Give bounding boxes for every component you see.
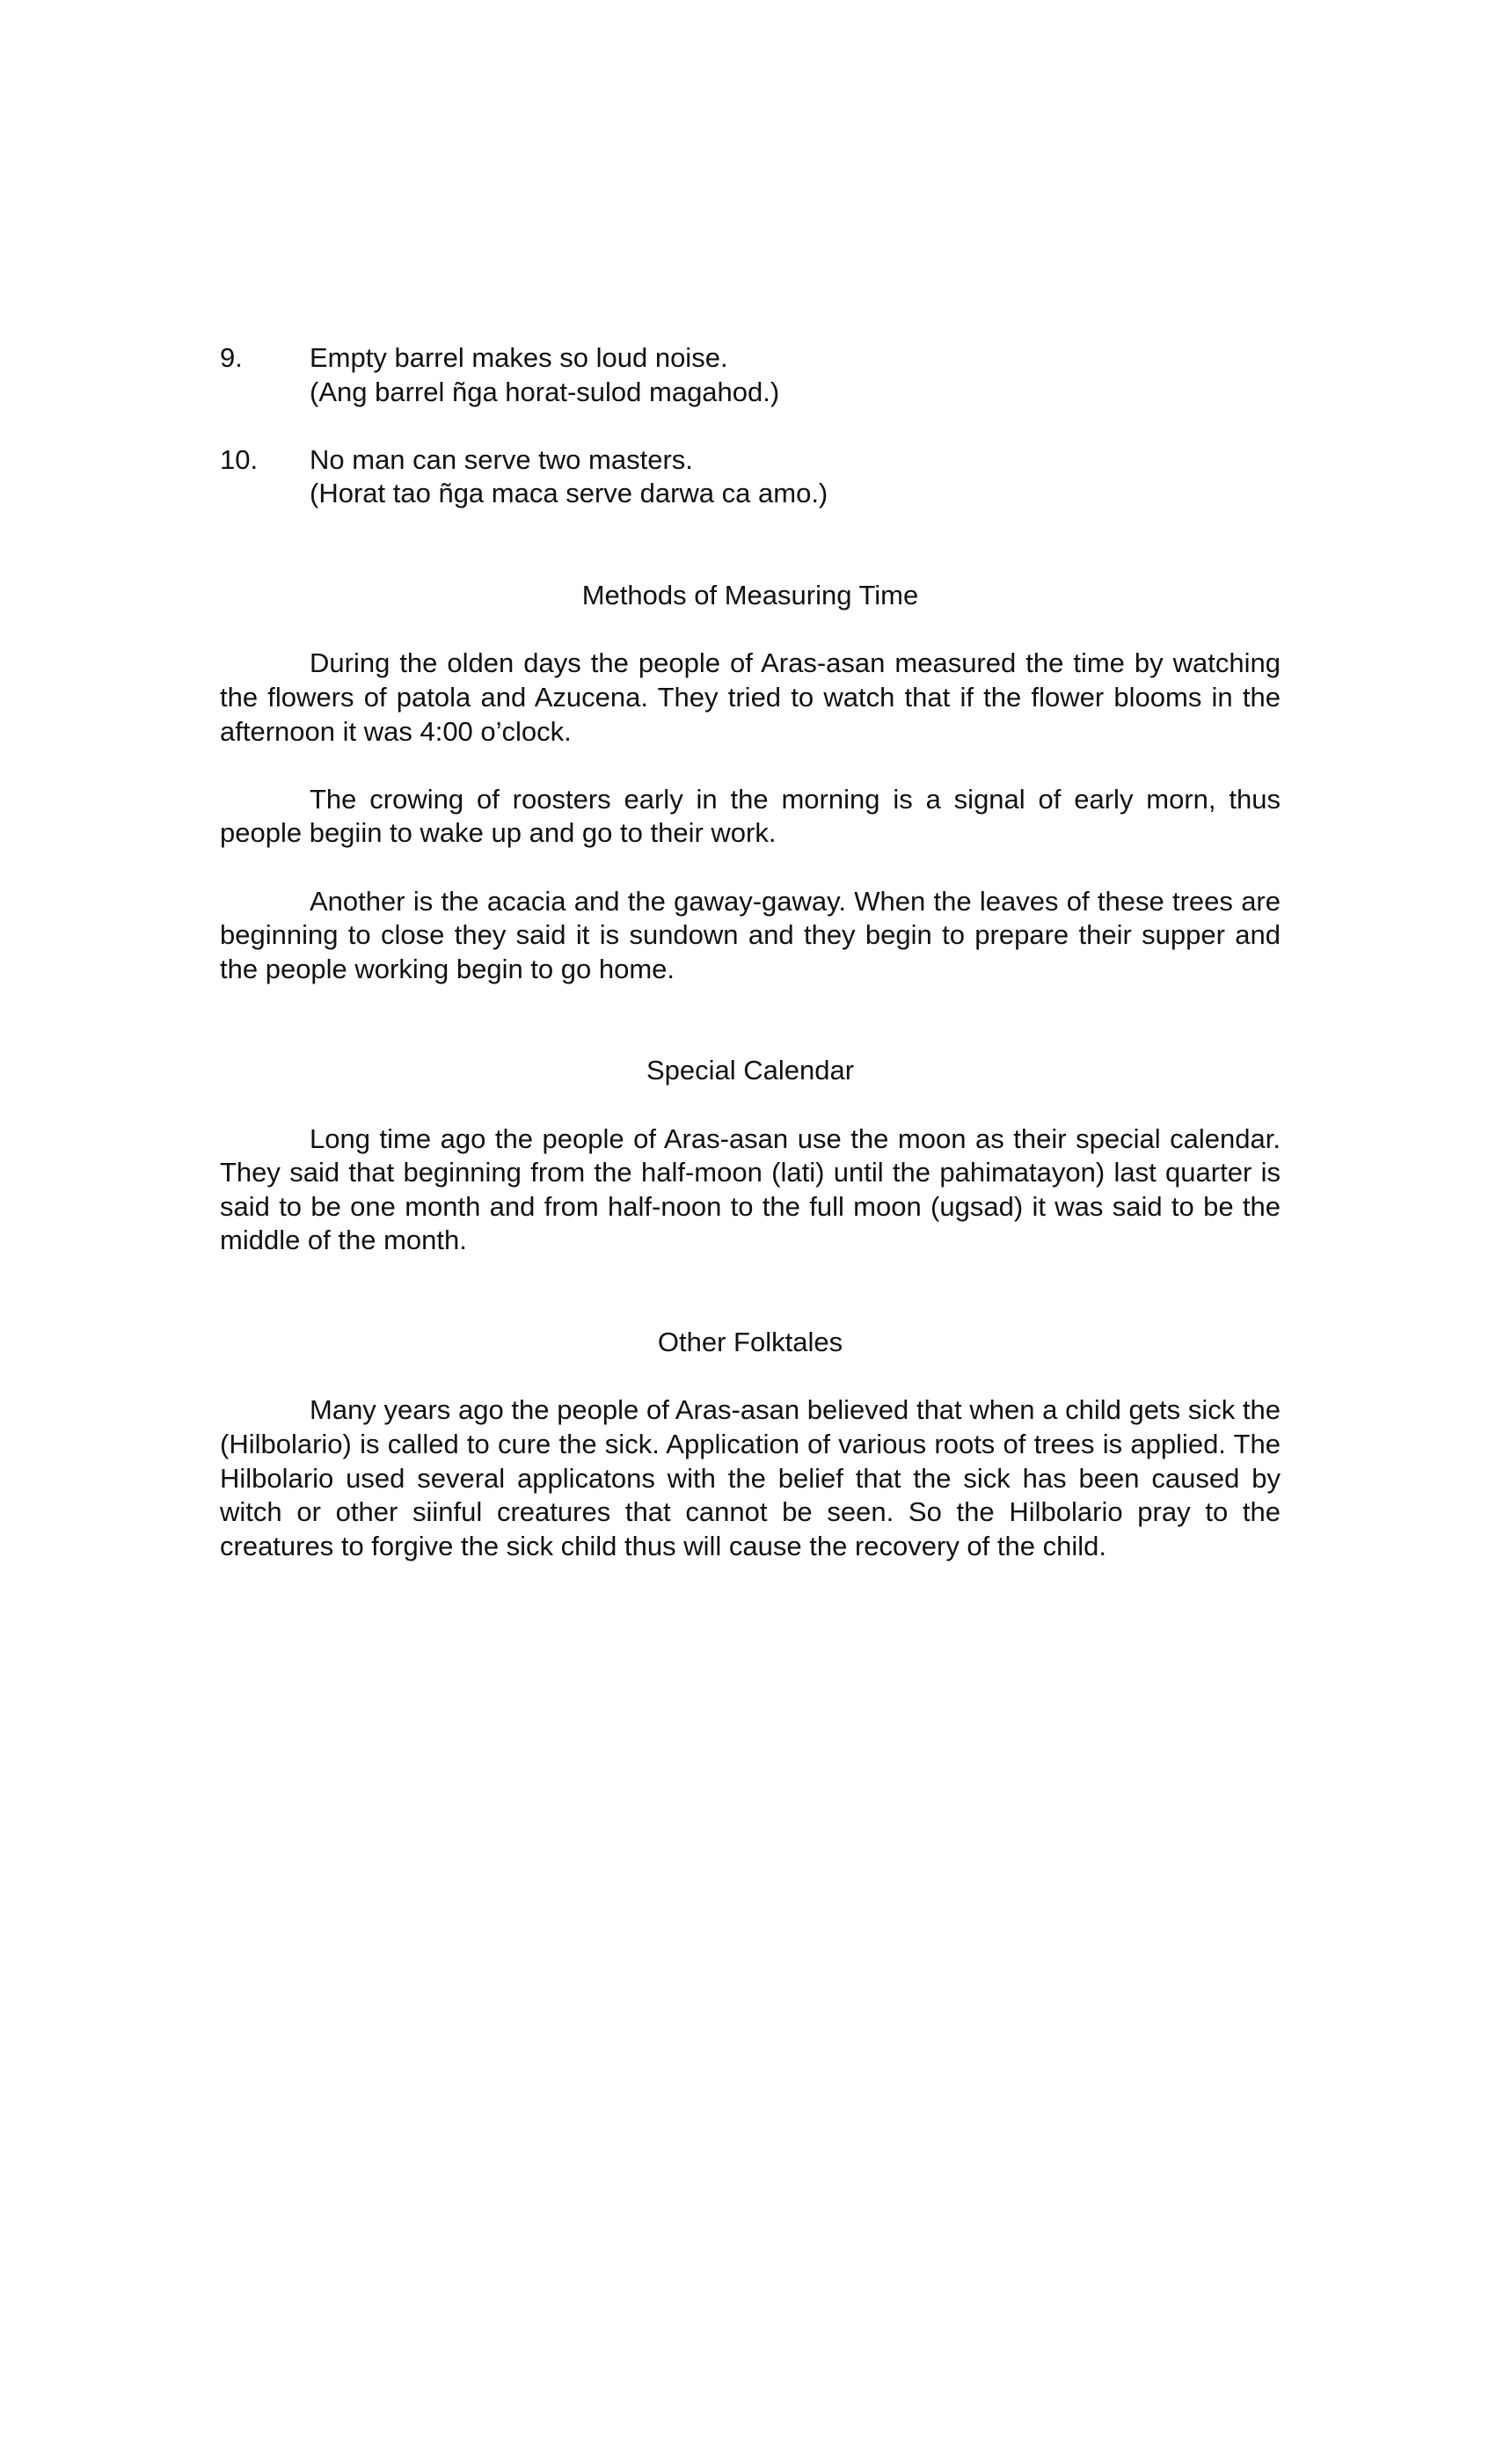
proverb-english: Empty barrel makes so loud noise. xyxy=(310,342,728,373)
paragraph: During the olden days the people of Aras-asan measured the time by watching the flowers of patola and Azucena. They tried to watch that if the flower blooms in the afternoon it was 4:00 o’clock. xyxy=(220,647,1281,747)
paragraph: Long time ago the people of Aras-asan use the moon as their special calendar. They said that beginning from the half-moon (lati) until the pahimatayon) last quarter is said to be one month and from half-noon to the full moon (ugsad) it was said to be the middle of the month. xyxy=(220,1122,1281,1256)
section-title-other-folktales: Other Folktales xyxy=(657,1327,843,1358)
proverb-item-9 xyxy=(220,341,1281,409)
proverb-translation: (Horat tao ñga maca serve darwa ca amo.) xyxy=(310,478,828,509)
section-title-measuring-time: Methods of Measuring Time xyxy=(581,580,919,611)
paragraph: Another is the acacia and the gaway-gaway. When the leaves of these trees are beginning to close they said it is sundown and they begin to prepare their supper and the people working begin to go home. xyxy=(220,885,1281,984)
section-title-special-calendar: Special Calendar xyxy=(646,1055,855,1086)
proverb-item-10 xyxy=(220,443,1281,511)
proverb-number: 9. xyxy=(220,342,243,373)
paragraph: The crowing of roosters early in the morning is a signal of early morn, thus people begiin to wake up and go to their work. xyxy=(220,783,1281,849)
proverb-number: 10. xyxy=(220,443,259,475)
proverb-body xyxy=(310,443,828,511)
page-content xyxy=(220,341,1281,1563)
proverb-body xyxy=(310,341,779,409)
proverb-english: No man can serve two masters. xyxy=(310,443,693,475)
proverb-translation: (Ang barrel ñga horat-sulod magahod.) xyxy=(310,376,780,407)
paragraph: Many years ago the people of Aras-asan believed that when a child gets sick the (Hilbolario) is called to cure the sick. Application of various roots of trees is applied. The Hilbolario used several applicatons with the belief that the sick has been caused by witch or other siinful creatures that cannot be seen. So the Hilbolario pray to the creatures to forgive the sick child thus will cause the recovery of the child. xyxy=(220,1394,1281,1561)
